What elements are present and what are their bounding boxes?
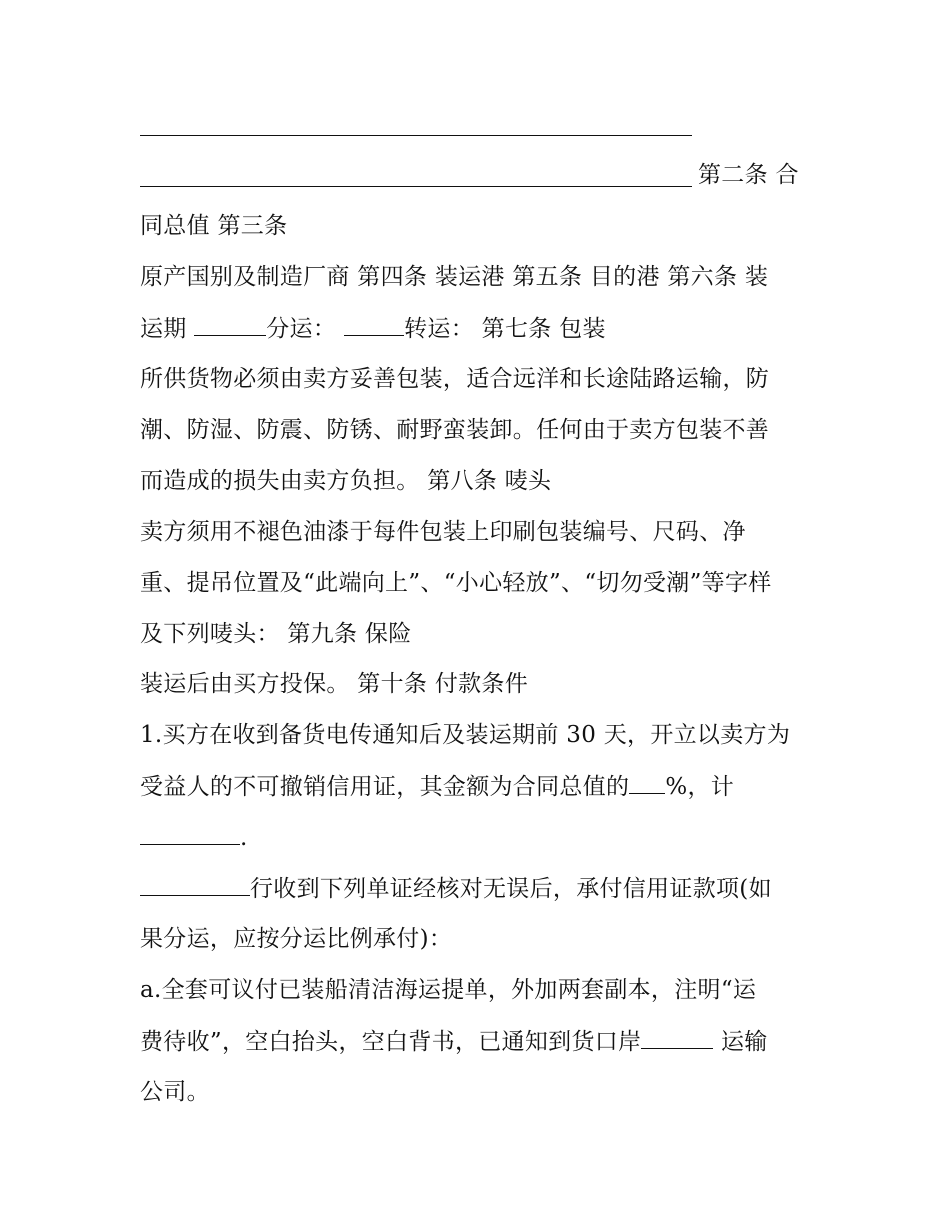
packing-text-1: 所供货物必须由卖方妥善包装，适合远洋和长途陆路运输，防 bbox=[140, 366, 770, 392]
notify-port-label: 费待收”，空白抬头，空白背书，已通知到货口岸 bbox=[140, 1029, 642, 1055]
bill-of-lading-text-2 bbox=[140, 1026, 768, 1057]
blank-line-2 bbox=[140, 186, 692, 187]
amount-line bbox=[140, 822, 248, 853]
bank-text: 行收到下列单证经核对无误后，承付信用证款项(如 bbox=[250, 876, 772, 902]
marks-text-3: 及下列唛头： 第九条 保险 bbox=[140, 621, 412, 647]
amount-period: . bbox=[240, 825, 248, 851]
partial-shipment-label: 分运： bbox=[266, 316, 337, 342]
shipment-period-label: 运期 bbox=[140, 316, 195, 342]
insurance-text: 装运后由买方投保。 第十条 付款条件 bbox=[140, 671, 529, 697]
percent-blank bbox=[629, 771, 665, 794]
shipment-period-blank bbox=[194, 313, 266, 336]
amount-blank bbox=[140, 822, 240, 845]
clause-3-heading: 同总值 第三条 bbox=[140, 213, 288, 239]
company-text: 公司。 bbox=[140, 1079, 210, 1105]
payment-percent-label: 受益人的不可撤销信用证，其金额为合同总值的 bbox=[140, 774, 630, 800]
partial-payment-text: 果分运，应按分运比例承付)： bbox=[140, 926, 453, 952]
marks-text-1: 卖方须用不褪色油漆于每件包装上印刷包装编号、尺码、净 bbox=[140, 519, 746, 545]
clause-2-heading: 第二条 合 bbox=[698, 162, 799, 188]
packing-text-3: 而造成的损失由卖方负担。 第八条 唛头 bbox=[140, 468, 552, 494]
bank-blank bbox=[140, 873, 250, 896]
port-blank bbox=[641, 1026, 713, 1049]
payment-text-2 bbox=[140, 771, 734, 802]
partial-shipment-blank bbox=[344, 313, 404, 336]
bill-of-lading-text-1: a.全套可议付已装船清洁海运提单，外加两套副本，注明“运 bbox=[140, 977, 757, 1003]
transport-label: 运输 bbox=[713, 1029, 768, 1055]
clauses-4-6-line: 原产国别及制造厂商 第四条 装运港 第五条 目的港 第六条 装 bbox=[140, 264, 769, 290]
blank-line-1 bbox=[140, 135, 692, 136]
marks-text-2: 重、提吊位置及“此端向上”、“小心轻放”、“切勿受潮”等字样 bbox=[140, 570, 772, 596]
payment-amount-label: %，计 bbox=[665, 774, 735, 800]
packing-text-2: 潮、防湿、防震、防锈、耐野蛮装卸。任何由于卖方包装不善 bbox=[140, 417, 770, 443]
payment-text-1: 1.买方在收到备货电传通知后及装运期前 30 天，开立以卖方为 bbox=[140, 722, 791, 748]
transshipment-label: 转运： 第七条 包装 bbox=[404, 316, 606, 342]
bank-line bbox=[140, 873, 772, 904]
shipment-line bbox=[140, 313, 606, 344]
